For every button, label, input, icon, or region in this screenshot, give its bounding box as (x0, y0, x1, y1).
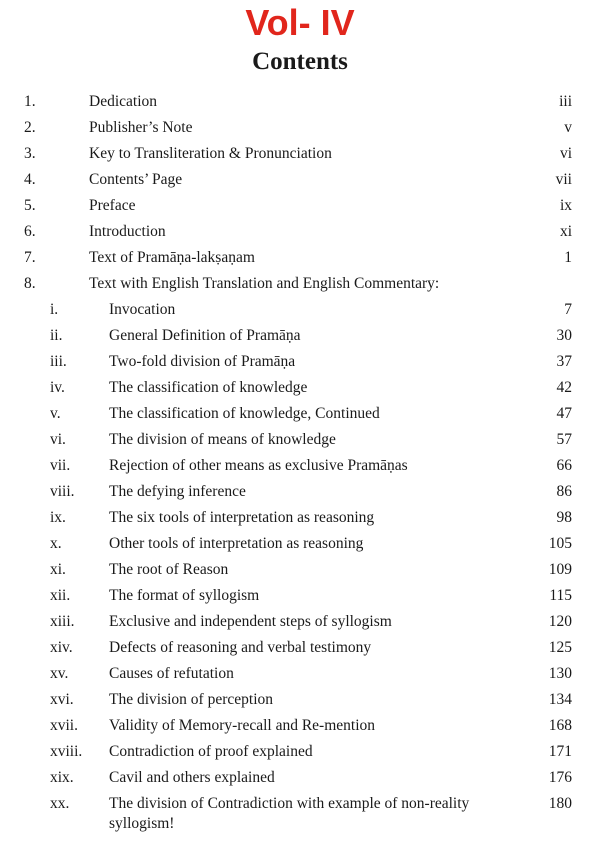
entry-number: xvii. (50, 717, 78, 734)
entry-title: Text with English Translation and English Commentary: (89, 275, 440, 292)
toc-entry (0, 401, 600, 427)
entry-title: The defying inference (109, 483, 246, 500)
entry-page-number: 1 (564, 249, 572, 266)
toc-entry (0, 505, 600, 531)
toc-entry (0, 297, 600, 323)
entry-page-number: 86 (556, 483, 572, 500)
entry-page-number: 7 (564, 301, 572, 318)
entry-number: iv. (50, 379, 65, 396)
toc-entry (0, 479, 600, 505)
entry-page-number: iii (559, 93, 572, 110)
entry-title: The classification of knowledge, Continued (109, 405, 380, 422)
entry-title: Invocation (109, 301, 176, 318)
entry-title: Cavil and others explained (109, 769, 275, 786)
entry-title: The root of Reason (109, 561, 229, 578)
entry-page-number: v (564, 119, 572, 136)
toc-entry (0, 375, 600, 401)
toc-entry (0, 713, 600, 739)
entry-number: vii. (50, 457, 71, 474)
entry-number: xv. (50, 665, 69, 682)
entry-page-number: 125 (548, 639, 572, 656)
entry-page-number: 134 (548, 691, 572, 708)
entry-number: ii. (50, 327, 63, 344)
toc-entry (0, 427, 600, 453)
entry-title: Contents’ Page (89, 171, 183, 188)
entry-title: Key to Transliteration & Pronunciation (89, 145, 332, 162)
entry-number: 6. (24, 223, 36, 240)
entry-page-number: 176 (548, 769, 572, 786)
entry-page-number: 168 (548, 717, 572, 734)
entry-number: xiv. (50, 639, 73, 656)
entry-title: Exclusive and independent steps of syllogism (109, 613, 392, 630)
entry-number: xx. (50, 795, 70, 812)
entry-page-number: 171 (548, 743, 572, 760)
toc-entry (0, 349, 600, 375)
toc-entry (0, 765, 600, 791)
toc-entry (0, 245, 600, 271)
entry-number: i. (50, 301, 59, 318)
entry-page-number: 66 (556, 457, 572, 474)
toc-entry (0, 583, 600, 609)
toc-entry (0, 791, 600, 837)
entry-page-number: 120 (548, 613, 572, 630)
entry-title: Dedication (89, 93, 158, 110)
entry-page-number: 115 (549, 587, 572, 604)
entry-number: v. (50, 405, 61, 422)
entry-title: The division of means of knowledge (109, 431, 336, 448)
entry-title: Two-fold division of Pramāṇa (109, 353, 296, 370)
entry-number: 5. (24, 197, 36, 214)
entry-title: The division of Contradiction with example of non-reality syllogism! (109, 795, 470, 832)
entry-title: Other tools of interpretation as reasoning (109, 535, 364, 552)
entry-number: 4. (24, 171, 36, 188)
entry-number: xiii. (50, 613, 75, 630)
entry-number: xi. (50, 561, 66, 578)
toc-entry (0, 271, 600, 297)
entry-title: Validity of Memory-recall and Re-mention (109, 717, 376, 734)
entry-page-number: xi (559, 223, 572, 240)
entry-title: Publisher’s Note (89, 119, 193, 136)
entry-title: Introduction (89, 223, 166, 240)
toc-entry (0, 609, 600, 635)
entry-page-number: 130 (548, 665, 572, 682)
entry-page-number: 57 (556, 431, 572, 448)
entry-title: The format of syllogism (109, 587, 260, 604)
main-entries (0, 89, 600, 297)
entry-number: xii. (50, 587, 71, 604)
toc-entry (0, 219, 600, 245)
entry-title: The six tools of interpretation as reasoning (109, 509, 375, 526)
toc-entry (0, 531, 600, 557)
entry-page-number: 37 (556, 353, 572, 370)
entry-title: Preface (89, 197, 136, 214)
entry-page-number: 47 (556, 405, 572, 422)
entry-number: iii. (50, 353, 67, 370)
entry-page-number: vii (555, 171, 572, 188)
entry-title: Causes of refutation (109, 665, 234, 682)
toc-entry (0, 635, 600, 661)
toc-entry (0, 687, 600, 713)
entry-number: xviii. (50, 743, 83, 760)
entry-number: xix. (50, 769, 74, 786)
entry-number: vi. (50, 431, 66, 448)
entry-title: Defects of reasoning and verbal testimony (109, 639, 372, 656)
volume-title: Vol- IV (245, 2, 355, 43)
entry-number: 1. (24, 93, 36, 110)
entry-title: Text of Pramāṇa-lakṣaṇam (89, 249, 255, 266)
entry-number: x. (50, 535, 62, 552)
entry-number: xvi. (50, 691, 74, 708)
entry-number: 3. (24, 145, 36, 162)
entry-title: The classification of knowledge (109, 379, 308, 396)
toc-entry (0, 661, 600, 687)
entry-title: Rejection of other means as exclusive Pramāṇas (109, 457, 408, 474)
entry-page-number: 109 (548, 561, 572, 578)
entry-page-number: vi (559, 145, 572, 162)
entry-number: 8. (24, 275, 36, 292)
contents-heading: Contents (252, 48, 348, 75)
entry-number: ix. (50, 509, 66, 526)
entry-title: The division of perception (109, 691, 273, 708)
entry-title: General Definition of Pramāṇa (109, 327, 301, 344)
entry-number: viii. (50, 483, 75, 500)
entry-page-number: 98 (556, 509, 572, 526)
toc-entry (0, 89, 600, 115)
toc-entry (0, 453, 600, 479)
toc-entry (0, 193, 600, 219)
toc-entry (0, 557, 600, 583)
entry-page-number: 105 (548, 535, 572, 552)
sub-entries (0, 297, 600, 837)
entry-page-number: 30 (556, 327, 572, 344)
entry-number: 7. (24, 249, 36, 266)
toc-entry (0, 115, 600, 141)
toc-entry (0, 739, 600, 765)
entry-page-number: 180 (548, 795, 572, 812)
entry-title: Contradiction of proof explained (109, 743, 313, 760)
entry-page-number: ix (559, 197, 572, 214)
toc-entry (0, 167, 600, 193)
entry-page-number: 42 (556, 379, 572, 396)
entry-number: 2. (24, 119, 36, 136)
toc-entry (0, 141, 600, 167)
toc-entry (0, 323, 600, 349)
table-of-contents (0, 89, 600, 837)
